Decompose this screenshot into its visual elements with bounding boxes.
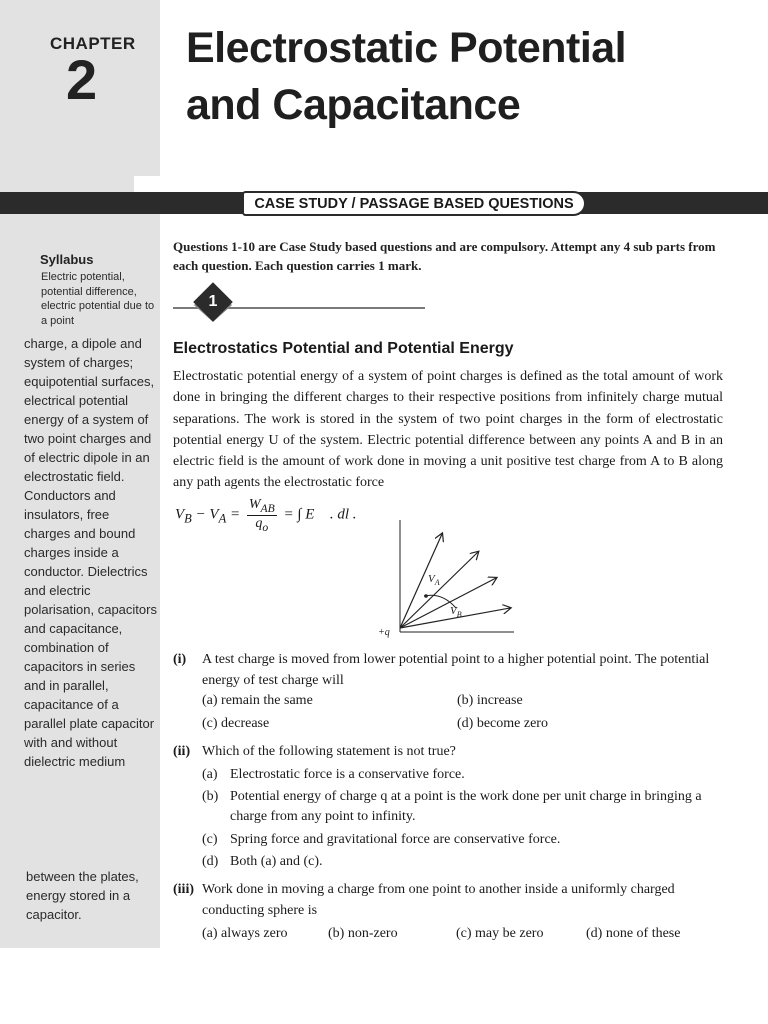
syllabus-text-tail: between the plates, energy stored in a capacitor. <box>26 869 139 922</box>
vb-label: $V_B$ <box>450 605 462 619</box>
question-i-number: (i) <box>173 652 187 667</box>
question-ii-number: (ii) <box>173 744 191 759</box>
question-ii-option-a[interactable]: (a) Electrostatic force is a conservative force. <box>202 767 465 782</box>
question-i-option-b[interactable]: (b) increase <box>457 693 523 708</box>
chapter-title-line-2: and Capacitance <box>186 81 521 129</box>
question-iii-number: (iii) <box>173 882 194 897</box>
field-line-4 <box>400 578 496 628</box>
question-iii-option-b[interactable]: (b) non-zero <box>328 926 398 941</box>
question-iii-option-a[interactable]: (a) always zero <box>202 926 288 941</box>
syllabus-title: Syllabus <box>40 252 94 267</box>
chapter-title-line-1: Electrostatic Potential <box>186 24 627 72</box>
section-banner-label: CASE STUDY / PASSAGE BASED QUESTIONS <box>242 191 586 216</box>
va-label: $V_A$ <box>428 573 440 587</box>
field-line-2 <box>400 552 478 628</box>
question-i <box>173 649 728 691</box>
formula-vb: V <box>175 506 185 523</box>
question-number: 1 <box>208 293 218 310</box>
chapter-label: CHAPTER <box>50 34 136 53</box>
question-iii-option-d[interactable]: (d) none of these <box>586 926 681 941</box>
question-i-option-c[interactable]: (c) decrease <box>202 716 270 731</box>
banner-notch <box>134 176 164 192</box>
case-passage: Electrostatic potential energy of a system of point charges is defined as the total amount of work done in bringing the different charges to their respective positions from infinitely charge mutual separations. The work is stored in the system of two point charges in the form of electrostatic potential energy U of the system. Electric potential difference between any points A and B in an electric field is the amount of work done in moving a unit positive test charge from A to B along any path agents the electrostatic force <box>173 369 723 491</box>
question-ii-option-d[interactable]: (d) Both (a) and (c). <box>202 854 323 869</box>
question-iii-option-c[interactable]: (c) may be zero <box>456 926 544 941</box>
charge-label: +q <box>378 627 390 638</box>
field-lines-diagram <box>378 516 518 640</box>
chapter-number: 2 <box>66 48 98 111</box>
potential-difference-formula: $V_B - V_A$ = $\frac{W_{AB}}{q_o}$ = ∫ E⃗ . dl . <box>175 497 357 534</box>
formula-fraction: $\frac{W_{AB}}{q_o}$ <box>248 497 275 534</box>
syllabus-text-small: Electric potential, potential difference, electric potential due to a point <box>41 271 155 327</box>
question-i-option-a[interactable]: (a) remain the same <box>202 693 313 708</box>
question-ii-option-c[interactable]: (c) Spring force and gravitational force are conservative force. <box>202 832 561 847</box>
chapter-title <box>186 20 626 134</box>
question-i-text: A test charge is moved from lower potential point to a higher potential point. The potential energy of test charge will <box>202 652 710 688</box>
formula-integral: = ∫ E⃗ . dl . <box>283 506 357 523</box>
point-a <box>424 594 428 598</box>
case-heading: Electrostatics Potential and Potential Energy <box>173 340 514 357</box>
question-ii-text: Which of the following statement is not true? <box>202 744 456 759</box>
question-i-option-d[interactable]: (d) become zero <box>457 716 548 731</box>
question-iii-text: Work done in moving a charge from one point to another inside a uniformly charged conducting sphere is <box>202 882 675 918</box>
question-ii-option-b[interactable]: (b) Potential energy of charge q at a point is the work done per unit charge in bringing a charge from any point to infinity. <box>202 789 702 824</box>
question-iii <box>173 879 728 921</box>
question-ii <box>173 741 728 762</box>
syllabus-text: charge, a dipole and system of charges; equipotential surfaces, electrical potential energy of a system of two point charges and of electric dipole in an electrostatic field. Conductors and insulators, free charges and bound charges inside a conductor. Dielectrics and electric polarisation, capacitors and capacitance, combination of capacitors in series and in parallel, capacitance of a parallel plate capacitor with and without dielectric medium <box>24 336 157 769</box>
instructions-text: Questions 1-10 are Case Study based questions and are compulsory. Attempt any 4 sub parts from each question. Each question carries 1 mark. <box>173 239 716 273</box>
